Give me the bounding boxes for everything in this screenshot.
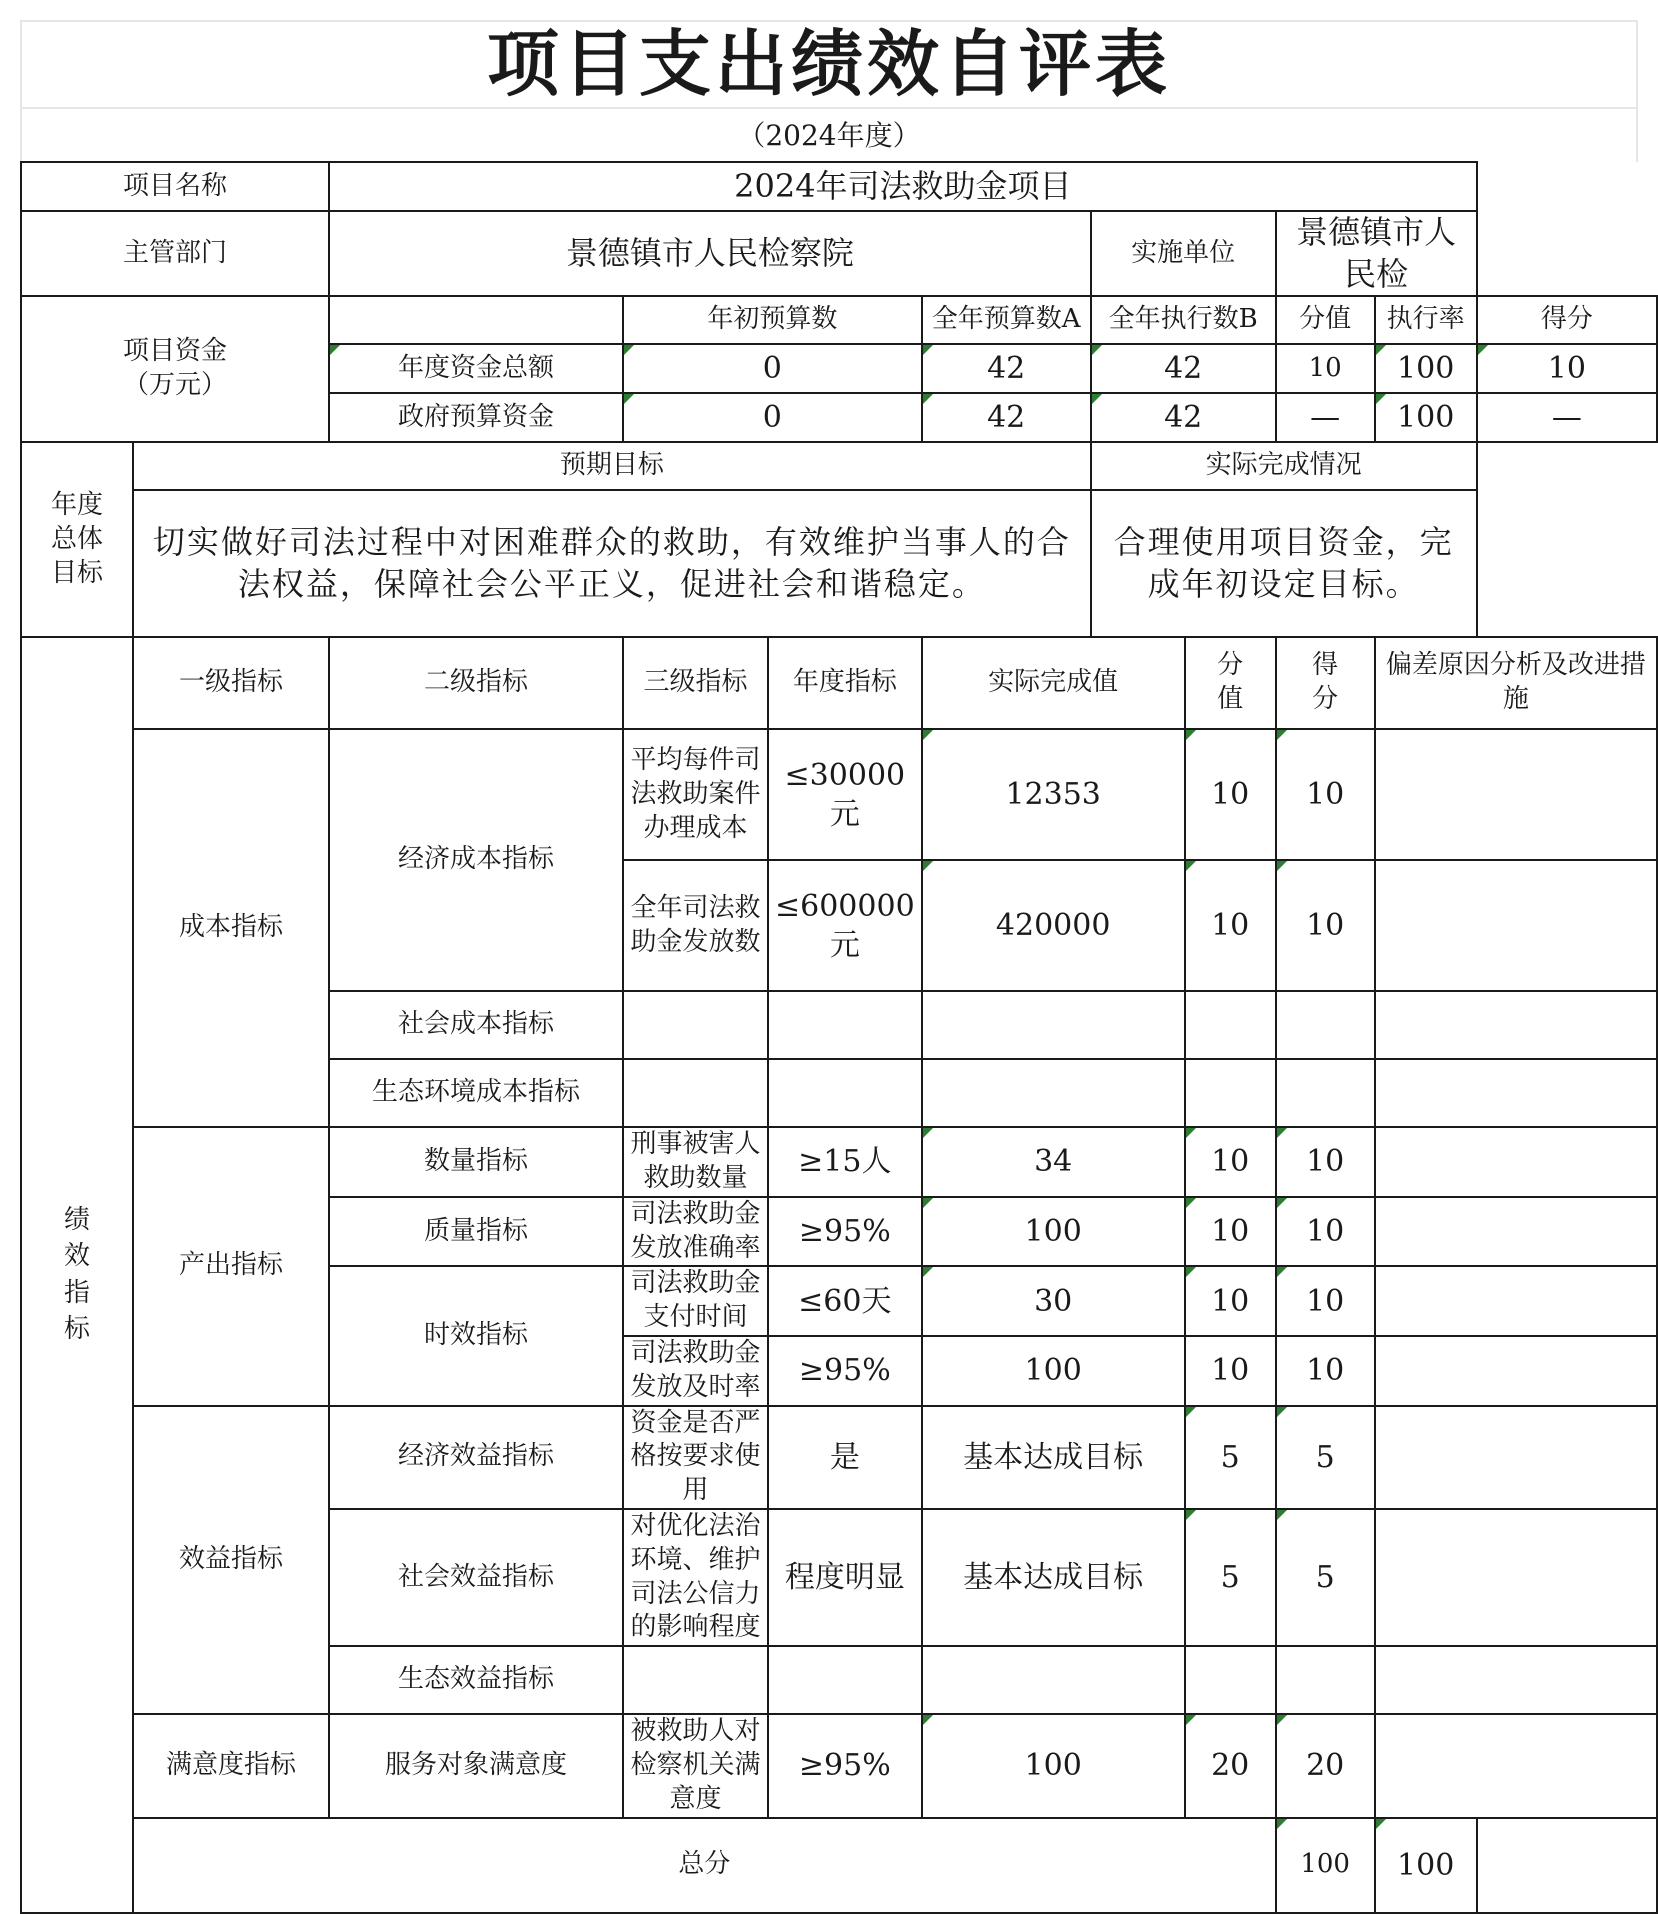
score-cell bbox=[1276, 1646, 1375, 1714]
project-name-label: 项目名称 bbox=[21, 162, 329, 211]
level3-cell bbox=[623, 1059, 768, 1127]
level2-cell: 生态效益指标 bbox=[329, 1646, 623, 1714]
deviation-cell bbox=[1375, 991, 1657, 1059]
target-cell: ≥95% bbox=[768, 1197, 922, 1267]
deviation-cell bbox=[1375, 860, 1657, 991]
level2-cell: 生态环境成本指标 bbox=[329, 1059, 623, 1127]
performance-section-label bbox=[21, 637, 133, 1912]
performance-label-char: 指 bbox=[63, 1277, 90, 1308]
total-label: 总分 bbox=[133, 1818, 1276, 1913]
group-satisfaction: 满意度指标 bbox=[133, 1714, 329, 1817]
level2-cell: 经济成本指标 bbox=[329, 729, 623, 991]
funds-header-rate: 执行率 bbox=[1375, 296, 1477, 344]
score-cell bbox=[1276, 1059, 1375, 1127]
deviation-cell bbox=[1375, 1646, 1657, 1714]
deviation-cell bbox=[1375, 1509, 1657, 1646]
score-value-cell: 5 bbox=[1185, 1406, 1276, 1509]
funds-row-total-rate: 100 bbox=[1375, 344, 1477, 393]
actual-cell: 34 bbox=[922, 1127, 1185, 1197]
goals-expected-text: 切实做好司法过程中对困难群众的救助，有效维护当事人的合法权益，保障社会公平正义，促进社会和谐稳定。 bbox=[133, 490, 1091, 637]
funds-row-total-score: 10 bbox=[1477, 344, 1657, 393]
funds-row-gov-score: — bbox=[1477, 393, 1657, 442]
target-cell: 程度明显 bbox=[768, 1509, 922, 1646]
deviation-cell bbox=[1375, 1336, 1657, 1406]
impl-label: 实施单位 bbox=[1091, 211, 1276, 296]
goals-expected-header: 预期目标 bbox=[133, 442, 1091, 490]
target-cell bbox=[768, 991, 922, 1059]
level3-cell: 全年司法救助金发放数 bbox=[623, 860, 768, 991]
score-value-cell: 10 bbox=[1185, 729, 1276, 860]
total-score: 100 bbox=[1375, 1818, 1477, 1913]
deviation-cell bbox=[1375, 1406, 1657, 1509]
title-bottom-rule bbox=[20, 107, 1638, 109]
group-benefit: 效益指标 bbox=[133, 1406, 329, 1715]
funds-header-initial: 年初预算数 bbox=[623, 296, 922, 344]
score-cell: 10 bbox=[1276, 1336, 1375, 1406]
group-cost: 成本指标 bbox=[133, 729, 329, 1127]
goals-label-line3: 目标 bbox=[50, 557, 103, 588]
level2-cell: 经济效益指标 bbox=[329, 1406, 623, 1509]
funds-row-total-initial: 0 bbox=[623, 344, 922, 393]
actual-cell bbox=[922, 1646, 1185, 1714]
funds-row-total-annual: 42 bbox=[922, 344, 1091, 393]
header-deviation: 偏差原因分析及改进措施 bbox=[1375, 637, 1657, 729]
funds-label-line2: （万元） bbox=[122, 370, 227, 401]
target-cell: ≥95% bbox=[768, 1714, 922, 1817]
total-score-value: 100 bbox=[1276, 1818, 1375, 1913]
header-score: 得分 bbox=[1276, 637, 1375, 729]
funds-header-score-value: 分值 bbox=[1276, 296, 1375, 344]
score-value-cell: 10 bbox=[1185, 1197, 1276, 1267]
funds-header-annual: 全年预算数A bbox=[922, 296, 1091, 344]
level3-cell: 司法救助金支付时间 bbox=[623, 1266, 768, 1336]
score-value-cell: 10 bbox=[1185, 1127, 1276, 1197]
actual-cell bbox=[922, 1059, 1185, 1127]
actual-cell: 100 bbox=[922, 1197, 1185, 1267]
level2-cell: 数量指标 bbox=[329, 1127, 623, 1197]
target-cell: ≤600000元 bbox=[768, 860, 922, 991]
goals-actual-text: 合理使用项目资金，完成年初设定目标。 bbox=[1091, 490, 1477, 637]
actual-cell: 100 bbox=[922, 1714, 1185, 1817]
funds-row-total-executed: 42 bbox=[1091, 344, 1276, 393]
score-value-cell bbox=[1185, 991, 1276, 1059]
fiscal-year: （2024年度） bbox=[737, 119, 921, 152]
performance-label-char: 标 bbox=[63, 1314, 90, 1345]
level3-cell: 对优化法治环境、维护司法公信力的影响程度 bbox=[623, 1509, 768, 1646]
actual-cell: 基本达成目标 bbox=[922, 1509, 1185, 1646]
score-value-cell: 10 bbox=[1185, 1266, 1276, 1336]
level3-cell: 刑事被害人救助数量 bbox=[623, 1127, 768, 1197]
header-level1: 一级指标 bbox=[133, 637, 329, 729]
funds-header-blank bbox=[329, 296, 623, 344]
funds-row-gov-executed: 42 bbox=[1091, 393, 1276, 442]
total-blank bbox=[1477, 1818, 1657, 1913]
target-cell: ≥15人 bbox=[768, 1127, 922, 1197]
deviation-cell bbox=[1375, 729, 1657, 860]
funds-label-line1: 项目资金 bbox=[122, 336, 227, 367]
funds-header-score: 得分 bbox=[1477, 296, 1657, 344]
level3-cell: 资金是否严格按要求使用 bbox=[623, 1406, 768, 1509]
score-cell: 20 bbox=[1276, 1714, 1375, 1817]
performance-label-char: 绩 bbox=[63, 1205, 90, 1236]
score-cell: 10 bbox=[1276, 860, 1375, 991]
funds-row-total-score-value: 10 bbox=[1276, 344, 1375, 393]
level3-cell: 司法救助金发放及时率 bbox=[623, 1336, 768, 1406]
score-cell: 10 bbox=[1276, 729, 1375, 860]
actual-cell: 100 bbox=[922, 1336, 1185, 1406]
level2-cell: 社会成本指标 bbox=[329, 991, 623, 1059]
header-level2: 二级指标 bbox=[329, 637, 623, 729]
level2-cell: 社会效益指标 bbox=[329, 1509, 623, 1646]
funds-row-total-label: 年度资金总额 bbox=[329, 344, 623, 393]
score-value-cell: 10 bbox=[1185, 1336, 1276, 1406]
actual-cell: 420000 bbox=[922, 860, 1185, 991]
score-cell: 10 bbox=[1276, 1127, 1375, 1197]
deviation-cell bbox=[1375, 1266, 1657, 1336]
group-output: 产出指标 bbox=[133, 1127, 329, 1405]
score-cell bbox=[1276, 991, 1375, 1059]
actual-cell: 基本达成目标 bbox=[922, 1406, 1185, 1509]
level2-cell: 时效指标 bbox=[329, 1266, 623, 1405]
target-cell: ≤60天 bbox=[768, 1266, 922, 1336]
dept-name: 景德镇市人民检察院 bbox=[329, 211, 1091, 296]
goals-label-line1: 年度 bbox=[50, 489, 103, 520]
score-cell: 5 bbox=[1276, 1406, 1375, 1509]
actual-cell bbox=[922, 991, 1185, 1059]
actual-cell: 30 bbox=[922, 1266, 1185, 1336]
project-name: 2024年司法救助金项目 bbox=[329, 162, 1477, 211]
page-title: 项目支出绩效自评表 bbox=[486, 22, 1171, 106]
level3-cell: 司法救助金发放准确率 bbox=[623, 1197, 768, 1267]
deviation-cell bbox=[1375, 1059, 1657, 1127]
score-value-cell: 10 bbox=[1185, 860, 1276, 991]
deviation-cell bbox=[1375, 1714, 1657, 1817]
score-value-cell: 5 bbox=[1185, 1509, 1276, 1646]
level2-cell: 质量指标 bbox=[329, 1197, 623, 1267]
funds-label bbox=[21, 296, 329, 442]
level3-cell: 被救助人对检察机关满意度 bbox=[623, 1714, 768, 1817]
score-cell: 10 bbox=[1276, 1266, 1375, 1336]
score-value-cell: 20 bbox=[1185, 1714, 1276, 1817]
header-score-value: 分值 bbox=[1185, 637, 1276, 729]
dept-label: 主管部门 bbox=[21, 211, 329, 296]
header-level3: 三级指标 bbox=[623, 637, 768, 729]
funds-row-gov-label: 政府预算资金 bbox=[329, 393, 623, 442]
impl-name: 景德镇市人民检 bbox=[1276, 211, 1477, 296]
level2-cell: 服务对象满意度 bbox=[329, 1714, 623, 1817]
deviation-cell bbox=[1375, 1127, 1657, 1197]
goals-actual-header: 实际完成情况 bbox=[1091, 442, 1477, 490]
funds-row-gov-annual: 42 bbox=[922, 393, 1091, 442]
level3-cell bbox=[623, 991, 768, 1059]
score-cell: 10 bbox=[1276, 1197, 1375, 1267]
funds-row-gov-rate: 100 bbox=[1375, 393, 1477, 442]
performance-label-char: 效 bbox=[63, 1241, 90, 1272]
funds-row-gov-score-value: — bbox=[1276, 393, 1375, 442]
target-cell bbox=[768, 1059, 922, 1127]
goals-label bbox=[21, 442, 133, 637]
target-cell: ≥95% bbox=[768, 1336, 922, 1406]
target-cell: ≤30000元 bbox=[768, 729, 922, 860]
evaluation-table bbox=[20, 161, 1658, 1914]
goals-label-line2: 总体 bbox=[50, 523, 103, 554]
header-target: 年度指标 bbox=[768, 637, 922, 729]
target-cell bbox=[768, 1646, 922, 1714]
score-value-cell bbox=[1185, 1059, 1276, 1127]
title-top-rule bbox=[20, 20, 1638, 22]
level3-cell: 平均每件司法救助案件办理成本 bbox=[623, 729, 768, 860]
score-value-cell bbox=[1185, 1646, 1276, 1714]
target-cell: 是 bbox=[768, 1406, 922, 1509]
funds-row-gov-initial: 0 bbox=[623, 393, 922, 442]
deviation-cell bbox=[1375, 1197, 1657, 1267]
funds-header-executed: 全年执行数B bbox=[1091, 296, 1276, 344]
header-actual: 实际完成值 bbox=[922, 637, 1185, 729]
actual-cell: 12353 bbox=[922, 729, 1185, 860]
level3-cell bbox=[623, 1646, 768, 1714]
score-cell: 5 bbox=[1276, 1509, 1375, 1646]
